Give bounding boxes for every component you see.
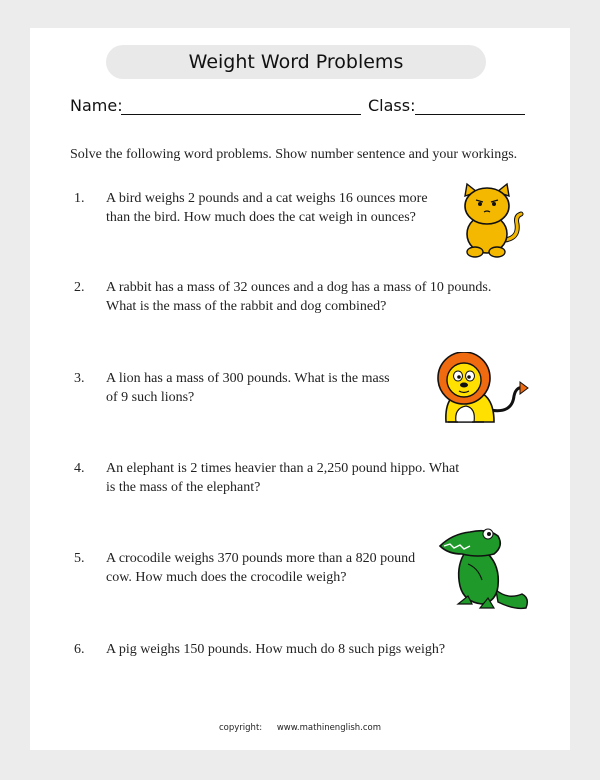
question-text: A rabbit has a mass of 32 ounces and a dog has a mass of 10 pounds. What is the mass of the rabbit and dog combined? <box>106 280 492 314</box>
crocodile-icon <box>438 524 532 612</box>
copyright-label: copyright: <box>219 723 263 733</box>
question-number: 1. <box>74 191 85 206</box>
website-link[interactable]: www.mathinenglish.com <box>276 723 381 733</box>
name-class-row <box>70 94 530 118</box>
class-field-line[interactable] <box>415 114 525 115</box>
question-number: 6. <box>74 642 85 657</box>
question-number: 2. <box>74 280 85 295</box>
class-label: Class: <box>368 96 416 115</box>
name-field-line[interactable] <box>121 114 361 115</box>
question-text: An elephant is 2 times heavier than a 2,250 pound hippo. What is the mass of the elephant? <box>106 461 460 495</box>
cat-icon <box>453 182 525 258</box>
question-number: 4. <box>74 461 85 476</box>
instructions: Solve the following word problems. Show number sentence and your workings. <box>70 147 518 162</box>
question-number: 5. <box>74 551 85 566</box>
question-number: 3. <box>74 371 85 386</box>
footer <box>30 723 570 733</box>
worksheet-page <box>30 28 570 750</box>
page-title: Weight Word Problems <box>106 45 486 79</box>
question-text: A crocodile weighs 370 pounds more than a 820 pound cow. How much does the crocodile weigh? <box>106 551 416 585</box>
question-text: A bird weighs 2 pounds and a cat weighs 16 ounces more than the bird. How much does the cat weigh in ounces? <box>106 191 428 225</box>
question-text: A lion has a mass of 300 pounds. What is the mass of 9 such lions? <box>106 371 390 405</box>
lion-icon <box>432 352 532 424</box>
name-label: Name: <box>70 96 123 115</box>
question-text: A pig weighs 150 pounds. How much do 8 such pigs weigh? <box>106 642 446 657</box>
